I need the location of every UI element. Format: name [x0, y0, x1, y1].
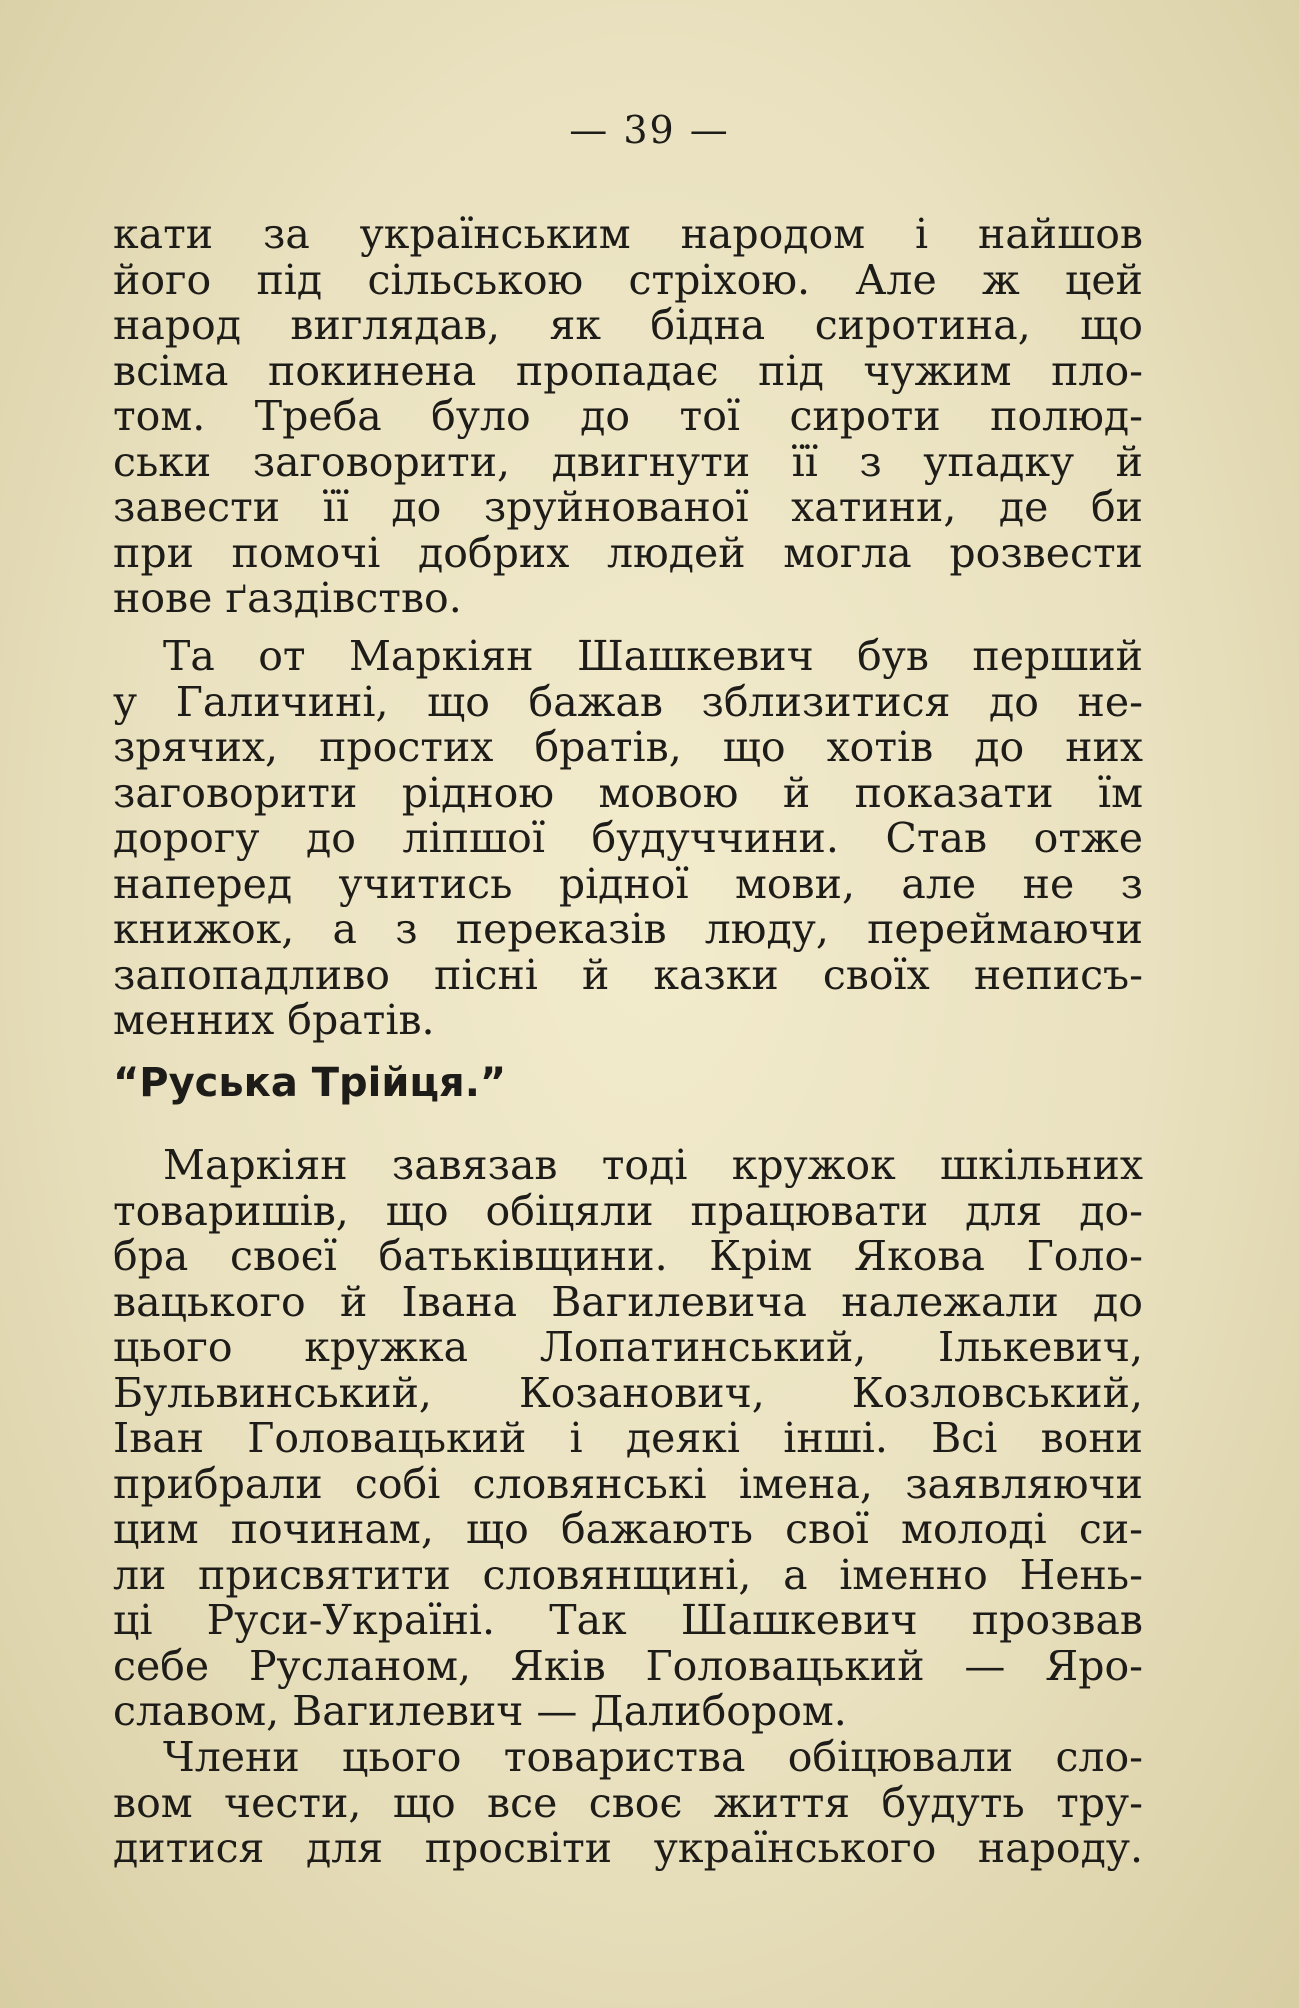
text-line: Члени цього товариства обіцювали сло- [163, 1733, 1143, 1781]
text-line: народ виглядав, як бідна сиротина, що [113, 301, 1143, 349]
text-line: Маркіян завязав тоді кружок шкільних [163, 1141, 1143, 1189]
text-line: дитися для просвіти українського народу. [113, 1824, 1143, 1872]
text-line: вом чести, що все своє життя будуть тру- [113, 1778, 1143, 1827]
text-line: дорогу до ліпшої будуччини. Став отже [113, 814, 1143, 862]
text-line: менних братів. [113, 996, 435, 1044]
paragraph-2 [113, 634, 1143, 1044]
paragraph-3 [113, 1143, 1143, 1735]
text-line: завести її до зруйнованої хатини, де би [113, 483, 1143, 531]
text-line: бра своєї батьківщини. Крім Якова Голо- [113, 1232, 1143, 1280]
text-line: у Галичині, що бажав зблизитися до не- [113, 677, 1143, 726]
text-line: ці Руси-Україні. Так Шашкевич прозвав [113, 1596, 1143, 1644]
text-line: прибрали собі словянські імена, заявляючи [113, 1459, 1143, 1508]
text-line: запопадливо пісні й казки своїх неписъ- [113, 950, 1143, 999]
text-line: нове ґаздівство. [113, 574, 462, 622]
text-line: зрячих, простих братів, що хотів до них [113, 723, 1143, 771]
text-line: вацького й Івана Вагилевича належали до [113, 1277, 1143, 1326]
text-line: товаришів, що обіцяли працювати для до- [113, 1186, 1143, 1235]
text-line: Іван Головацький і деякі інші. Всі вони [113, 1414, 1143, 1462]
text-line: його під сільською стріхою. Але ж цей [113, 255, 1143, 304]
paragraph-1 [113, 212, 1143, 622]
text-line: Та от Маркіян Шашкевич був перший [163, 632, 1143, 680]
text-line: ськи заговорити, двигнути її з упадку й [113, 437, 1143, 486]
text-line: кати за українським народом і найшов [113, 210, 1143, 258]
text-line: книжок, а з переказів люду, переймаючи [113, 905, 1143, 953]
text-line: ли присвятити словянщині, а іменно Нень- [113, 1550, 1143, 1599]
text-line: себе Русланом, Яків Головацький — Яро- [113, 1641, 1143, 1690]
text-line: всіма покинена пропадає під чужим пло- [113, 346, 1143, 395]
text-line: при помочі добрих людей могла розвести [113, 528, 1143, 577]
text-line: цього кружка Лопатинський, Ількевич, [113, 1323, 1143, 1371]
text-line: наперед учитись рідної мови, але не з [113, 859, 1143, 908]
paragraph-4 [113, 1735, 1143, 1872]
section-heading: “Руська Трійця.” [113, 1060, 507, 1106]
page-number: — 39 — [569, 108, 730, 152]
text-line: том. Треба було до тої сироти полюд- [113, 392, 1143, 440]
text-line: цим починам, що бажають свої молоді си- [113, 1505, 1143, 1553]
text-line: заговорити рідною мовою й показати їм [113, 768, 1143, 817]
text-line: славом, Вагилевич — Далибором. [113, 1687, 847, 1735]
text-line: Бульвинський, Козанович, Козловський, [113, 1368, 1143, 1417]
